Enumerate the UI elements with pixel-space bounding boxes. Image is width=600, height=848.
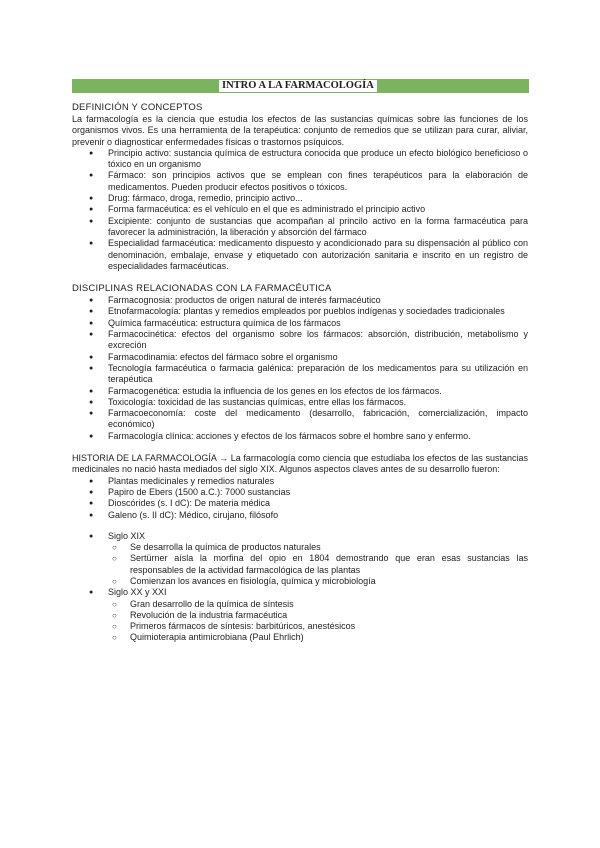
list-item: ● Farmacogenética: estudia la influencia de los genes en los efectos de los fármacos. [72,386,528,397]
disciplinas-list [72,295,528,442]
document-title: INTRO A LA FARMACOLOGÍA [219,80,377,92]
siglo-xx-xxi-sublist [108,599,528,644]
list-item: ● Farmacodinamia: efectos del fármaco sobre el organismo [72,352,528,363]
list-item: ● Toxicología: toxicidad de las sustancias químicas, entre ellas los fármacos. [72,397,528,408]
arrow-icon: → [219,453,229,464]
list-item: ● Forma farmacéutica: es el vehículo en el que es administrado el principio activo [72,204,528,215]
siglo-xix-label: Siglo XIX [108,530,146,541]
list-item: ● Principio activo: sustancia química de estructura conocida que produce un efecto biológico beneficioso o tóxico en un organismo [72,148,528,171]
sublist-item: ○ Comienzan los avances en fisiología, química y microbiología [72,576,528,587]
definicion-intro: La farmacología es la ciencia que estudia los efectos de las sustancias químicas sobre las funciones de los organismos vivos. Es una herramienta de la terapéutica: conjunto de remedios que se utilizan para curar, aliviar, prevenir o diagnosticar enfermedades físicas o trastornos psíquicos. [72,114,528,147]
section-heading-disciplinas: DISCIPLINAS RELACIONADAS CON LA FARMACÉUTICA [72,283,332,295]
list-item: ● Dioscórides (s. I dC): De materia médica [72,498,528,509]
list-item: ● Etnofarmacología: plantas y remedios empleados por pueblos indígenas y sociedades tradicionales [72,306,528,317]
list-item: ● Excipiente: conjunto de sustancias que acompañan al princilo activo en la forma farmacéutica para favorecer la administración, la liberación y absorción del fármaco [72,216,528,239]
sublist-item: ○ Primeros fármacos de síntesis: barbitúricos, anestésicos [72,621,528,632]
historia-intro: La farmacología como ciencia que estudiaba los efectos de las sustancias medicinales no nació hasta mediados del siglo XIX. Algunos aspectos claves antes de su desarrollo fueron: [72,453,528,475]
list-item: ● Papiro de Ebers (1500 a.C.): 7000 sustancias [72,487,528,498]
sublist-item: ○ Se desarrolla la química de productos naturales [72,542,528,553]
historia-list [72,476,528,521]
list-item: ● Tecnología farmacéutica o farmacia galénica: preparación de los medicamentos para su utilización en terapéutica [72,363,528,386]
sublist-item: ○ Gran desarrollo de la química de síntesis [72,599,528,610]
list-item: ● Farmacología clínica: acciones y efectos de los fármacos sobre el hombre sano y enfermo. [72,431,528,442]
list-item-siglo-xix [72,531,528,587]
definicion-list [72,148,528,272]
list-item: ● Especialidad farmacéutica: medicamento dispuesto y acondicionado para su dispensación al público con denominación, embalaje, envase y etiquetado con autorización sanitaria e inscrito en un registro de especialidades farmacéuticas. [72,238,528,272]
siglos-list [72,531,528,644]
section-heading-historia: HISTORIA DE LA FARMACOLOGÍA [72,453,217,464]
document-content [72,102,528,644]
sublist-item: ○ Quimioterapia antimicrobiana (Paul Ehrlich) [72,632,528,643]
sublist-item: ○ Revolución de la industria farmacéutica [72,610,528,621]
siglo-xix-sublist [108,542,528,587]
siglo-xx-xxi-label: Siglo XX y XXI [108,587,167,598]
historia-intro-paragraph [72,453,528,476]
list-item: ● Galeno (s. II dC): Médico, cirujano, filósofo [72,510,528,521]
section-heading-definicion: DEFINICIÓN Y CONCEPTOS [72,102,203,113]
list-item: ● Farmacoeconomía: coste del medicamento (desarrollo, fabricación, comercialización, impacto económico) [72,408,528,431]
list-item: ● Drug: fármaco, droga, remedio, principio activo... [72,193,528,204]
list-item: ● Plantas medicinales y remedios naturales [72,476,528,487]
list-item: ● Farmacognosia: productos de origen natural de interés farmacéutico [72,295,528,306]
list-item: ● Farmacocinética: efectos del organismo sobre los fármacos: absorción, distribución, metabolismo y excreción [72,329,528,352]
list-item: ● Química farmacéutica: estructura química de los fármacos [72,318,528,329]
sublist-item: ○ Sertürner aísla la morfina del opio en 1804 demostrando que eran esas sustancias las responsables de la actividad farmacológica de las plantas [72,553,528,576]
list-item-siglo-xx-xxi [72,587,528,643]
list-item: ● Fármaco: son principios activos que se emplean con fines terapéuticos para la elaboración de medicamentos. Pueden producir efectos positivos o tóxicos. [72,170,528,193]
